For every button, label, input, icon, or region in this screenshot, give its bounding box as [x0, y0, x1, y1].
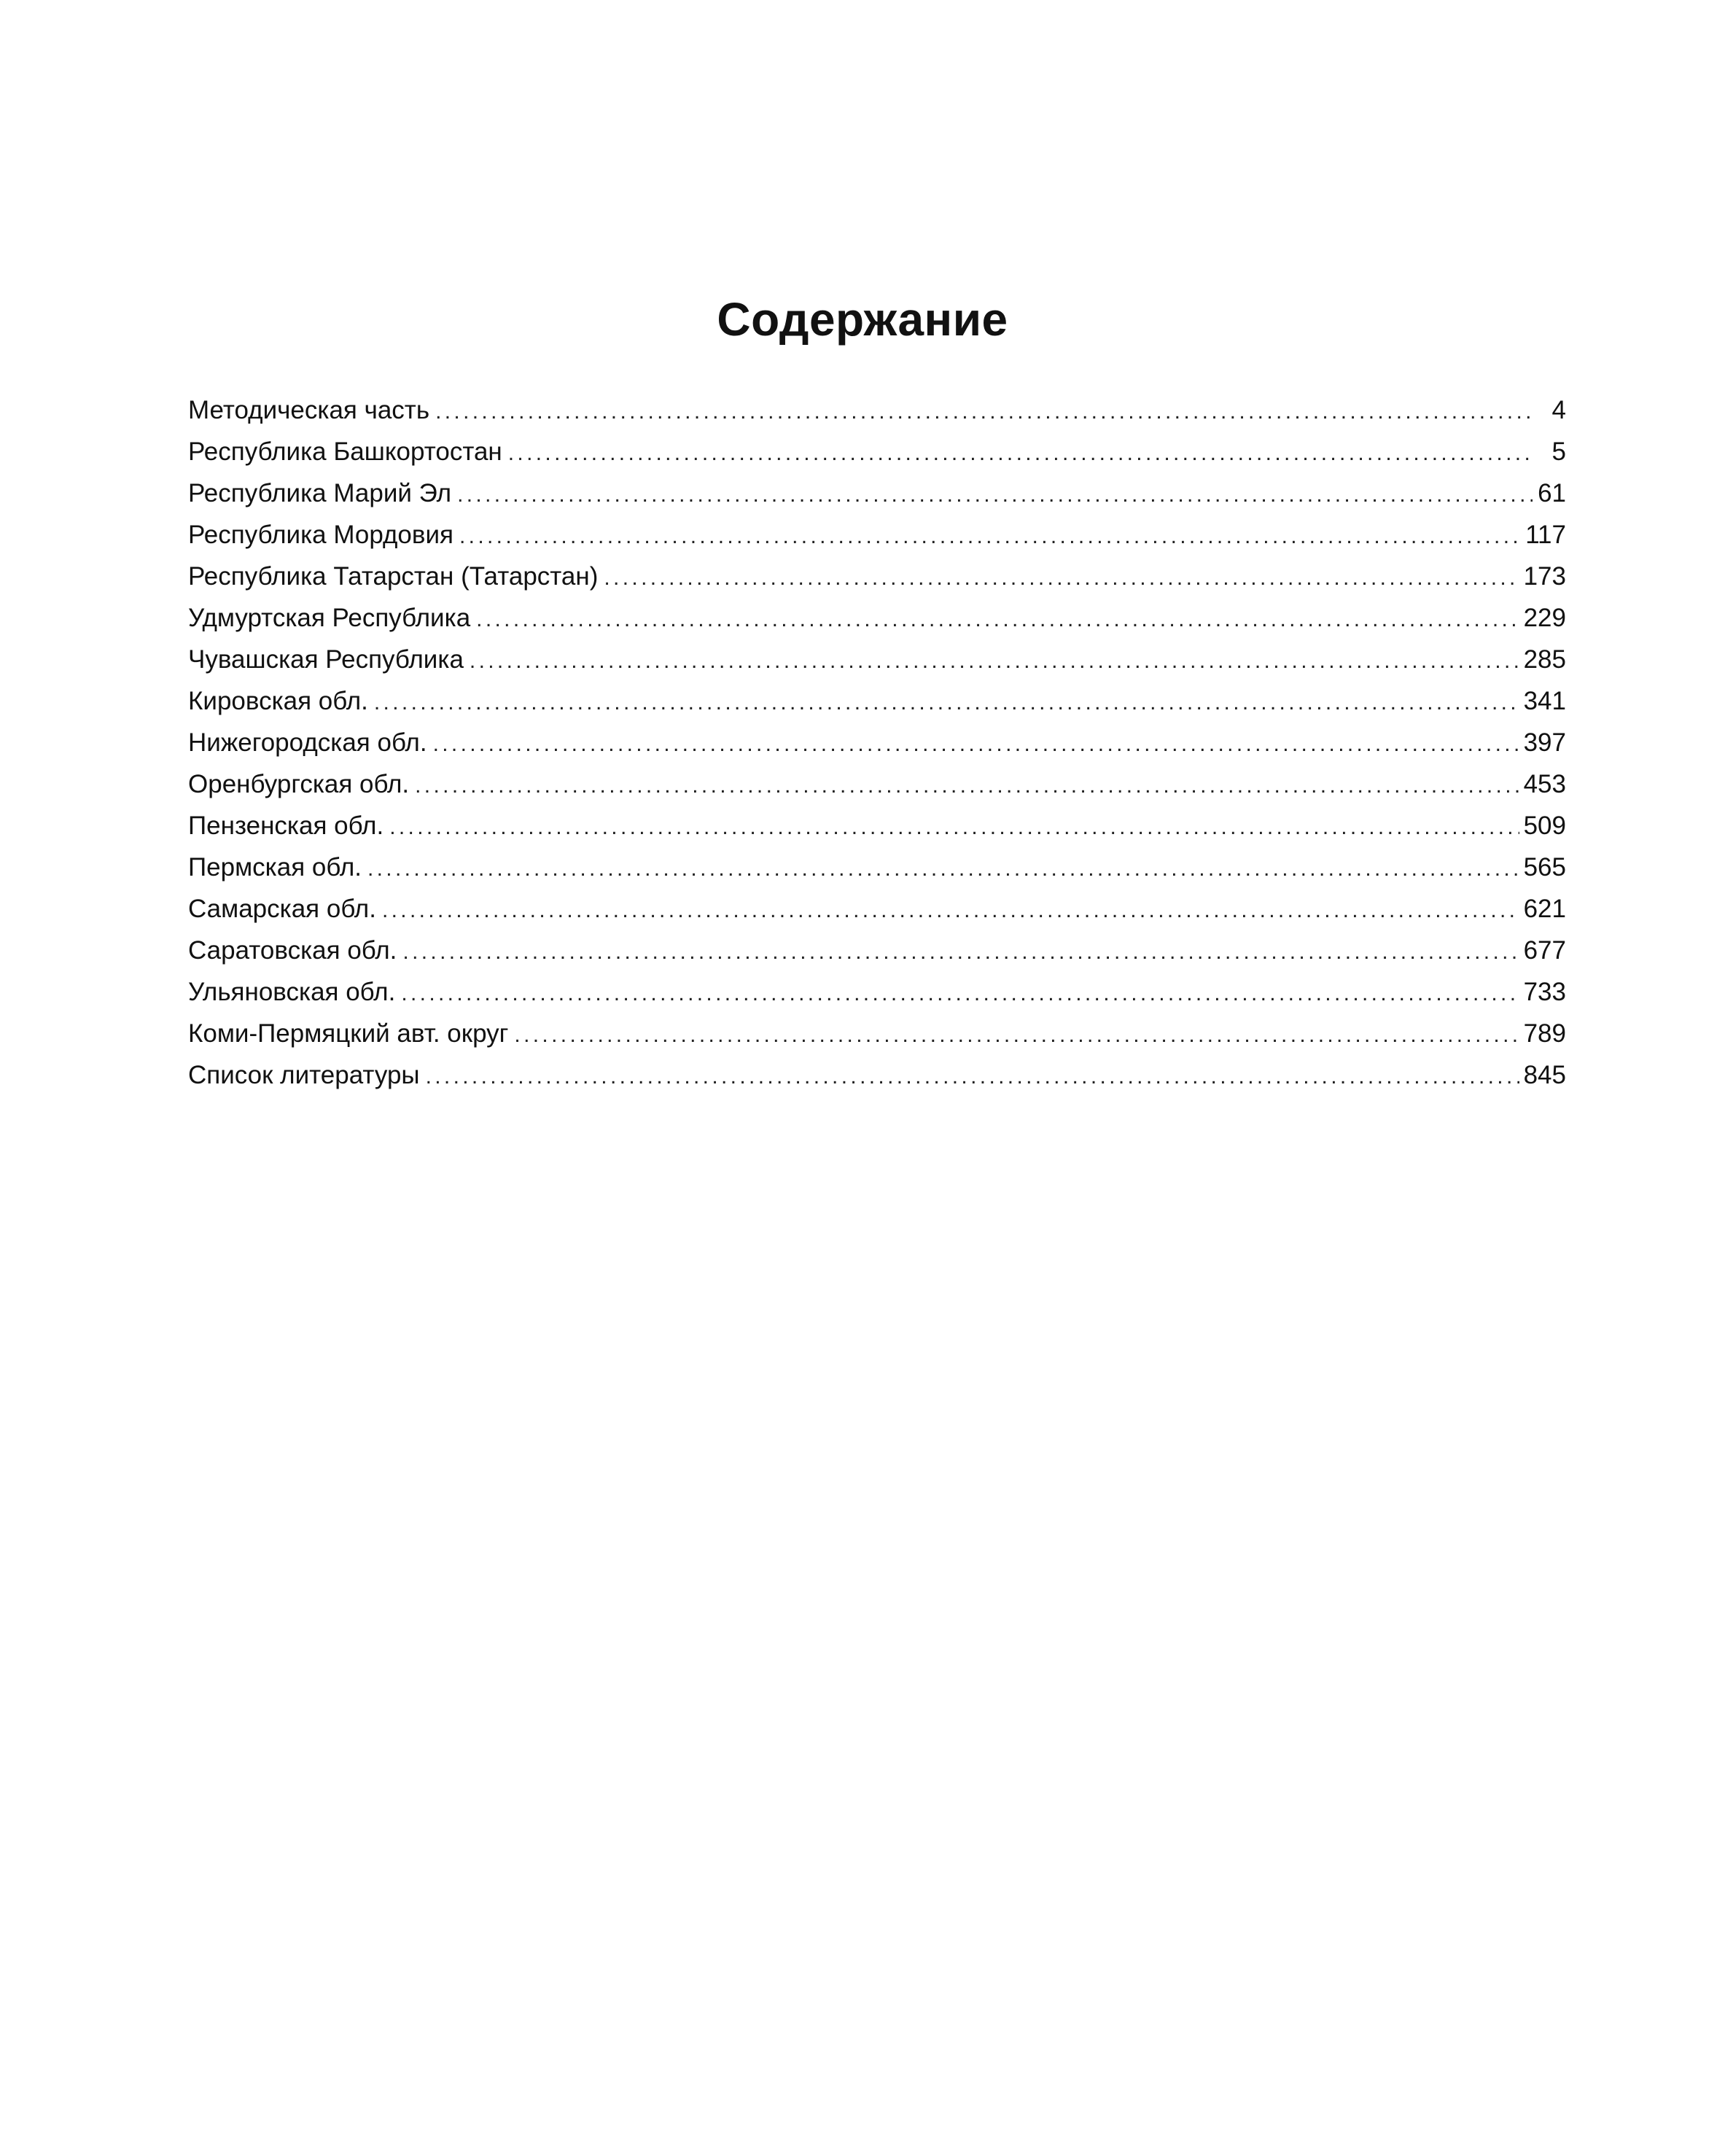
toc-entry-label: Оренбургская обл. — [188, 770, 410, 798]
toc-entry-tatarstan[interactable] — [188, 556, 1566, 597]
toc-entry-chuvashia[interactable] — [188, 639, 1566, 680]
toc-entry-label: Республика Марий Эл — [188, 479, 452, 507]
table-of-contents — [188, 389, 1566, 1096]
toc-entry-page-number: 4 — [1551, 396, 1566, 424]
dot-leader — [514, 1014, 1519, 1054]
toc-entry-page-number: 733 — [1523, 978, 1566, 1006]
toc-entry-page-number: 61 — [1538, 479, 1566, 507]
dot-leader — [459, 515, 1521, 556]
dot-leader — [401, 973, 1519, 1013]
toc-entry-page-number: 229 — [1523, 604, 1566, 632]
toc-entry-nizhny-novgorod[interactable] — [188, 722, 1566, 763]
toc-entry-page-number: 509 — [1523, 812, 1566, 840]
toc-entry-label: Самарская обл. — [188, 895, 376, 923]
dot-leader — [508, 432, 1533, 472]
dot-leader — [402, 931, 1519, 971]
toc-entry-page-number: 341 — [1523, 687, 1566, 715]
toc-entry-ulyanovsk[interactable] — [188, 971, 1566, 1013]
toc-entry-bibliography[interactable] — [188, 1054, 1566, 1096]
dot-leader — [367, 848, 1519, 888]
toc-entry-label: Нижегородская обл. — [188, 728, 427, 757]
dot-leader — [389, 806, 1519, 847]
toc-entry-label: Пермская обл. — [188, 853, 362, 882]
toc-entry-label: Чувашская Республика — [188, 645, 464, 674]
toc-entry-orenburg[interactable] — [188, 763, 1566, 805]
dot-leader — [415, 765, 1519, 805]
toc-entry-samara[interactable] — [188, 888, 1566, 930]
toc-entry-page-number: 5 — [1551, 437, 1566, 466]
dot-leader — [382, 890, 1519, 930]
toc-entry-page-number: 173 — [1523, 562, 1566, 591]
toc-entry-label: Республика Татарстан (Татарстан) — [188, 562, 599, 591]
toc-entry-page-number: 845 — [1523, 1061, 1566, 1089]
toc-entry-label: Пензенская обл. — [188, 812, 384, 840]
dot-leader — [476, 599, 1519, 639]
toc-entry-page-number: 621 — [1523, 895, 1566, 923]
toc-entry-page-number: 453 — [1523, 770, 1566, 798]
toc-entry-saratov[interactable] — [188, 930, 1566, 971]
toc-entry-page-number: 397 — [1523, 728, 1566, 757]
dot-leader — [470, 640, 1519, 680]
dot-leader — [426, 1056, 1519, 1096]
toc-entry-page-number: 789 — [1523, 1019, 1566, 1048]
toc-entry-label: Республика Мордовия — [188, 521, 453, 549]
toc-entry-page-number: 285 — [1523, 645, 1566, 674]
dot-leader — [374, 682, 1519, 722]
toc-entry-kirov[interactable] — [188, 680, 1566, 722]
toc-entry-komi-permyak[interactable] — [188, 1013, 1566, 1054]
toc-entry-mari-el[interactable] — [188, 472, 1566, 514]
toc-entry-label: Кировская обл. — [188, 687, 368, 715]
toc-entry-mordovia[interactable] — [188, 514, 1566, 556]
dot-leader — [435, 391, 1533, 431]
toc-entry-label: Удмуртская Республика — [188, 604, 471, 632]
toc-entry-label: Коми-Пермяцкий авт. округ — [188, 1019, 509, 1048]
toc-entry-page-number: 117 — [1525, 521, 1566, 549]
toc-entry-bashkortostan[interactable] — [188, 431, 1566, 472]
toc-entry-page-number: 565 — [1523, 853, 1566, 882]
toc-entry-label: Список литературы — [188, 1061, 420, 1089]
toc-entry-label: Саратовская обл. — [188, 936, 397, 965]
toc-entry-label: Республика Башкортостан — [188, 437, 502, 466]
toc-entry-perm[interactable] — [188, 847, 1566, 888]
toc-entry-methodology[interactable] — [188, 389, 1566, 431]
toc-entry-page-number: 677 — [1523, 936, 1566, 965]
dot-leader — [433, 723, 1519, 763]
toc-entry-label: Ульяновская обл. — [188, 978, 396, 1006]
toc-entry-udmurtia[interactable] — [188, 597, 1566, 639]
dot-leader — [457, 474, 1533, 514]
toc-entry-penza[interactable] — [188, 805, 1566, 847]
dot-leader — [604, 557, 1519, 597]
page-title: Содержание — [717, 293, 1008, 346]
toc-entry-label: Методическая часть — [188, 396, 430, 424]
